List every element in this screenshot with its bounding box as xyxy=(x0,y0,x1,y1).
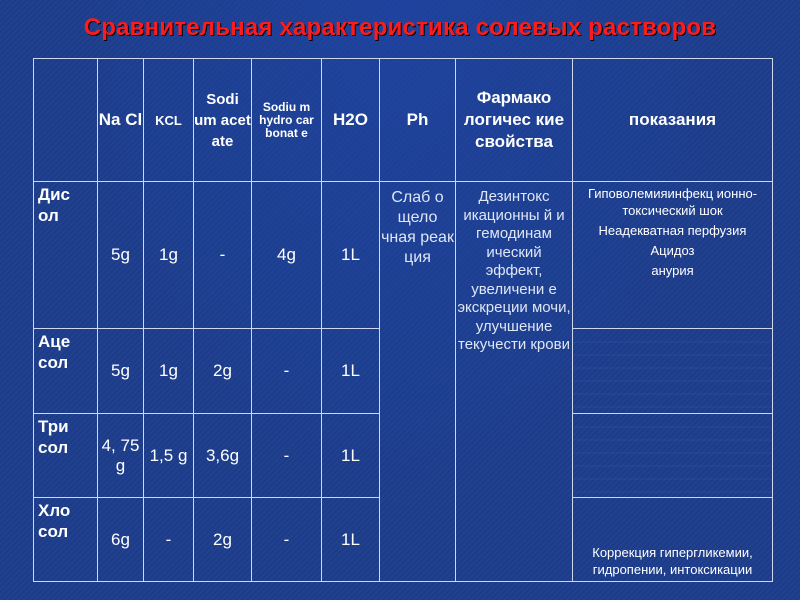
header-kcl: KCL xyxy=(144,59,194,182)
corner-cell xyxy=(34,59,98,182)
header-pharm-properties: Фармако логичес кие свойства xyxy=(456,59,573,182)
cell-hlosol-h2o: 1L xyxy=(322,498,380,582)
header-ph: Ph xyxy=(380,59,456,182)
header-indications: показания xyxy=(573,59,773,182)
cell-disol-kcl: 1g xyxy=(144,182,194,329)
cell-hlosol-sodium-acetate: 2g xyxy=(194,498,252,582)
cell-indications-disol xyxy=(573,182,773,329)
cell-indications-trisol xyxy=(573,414,773,498)
indication-item: анурия xyxy=(651,263,694,278)
row-name-acesol: Аце сол xyxy=(34,329,98,414)
table-row xyxy=(34,182,773,329)
cell-trisol-sodium-acetate: 3,6g xyxy=(194,414,252,498)
cell-acesol-h2o: 1L xyxy=(322,329,380,414)
cell-indications-hlosol: Коррекция гипергликемии, гидропении, интоксикации xyxy=(573,498,773,582)
cell-trisol-kcl: 1,5 g xyxy=(144,414,194,498)
cell-disol-sodium-bicarbonate: 4g xyxy=(252,182,322,329)
cell-indications-acesol xyxy=(573,329,773,414)
row-name-trisol: Три сол xyxy=(34,414,98,498)
cell-disol-sodium-acetate: - xyxy=(194,182,252,329)
cell-acesol-nacl: 5g xyxy=(98,329,144,414)
indication-item: Неадекватная перфузия xyxy=(598,223,747,238)
header-sodium-bicarbonate: Sodiu m hydro car bonat e xyxy=(252,59,322,182)
cell-acesol-sodium-acetate: 2g xyxy=(194,329,252,414)
indication-item: Ацидоз xyxy=(650,243,695,258)
cell-ph-value: Слаб о щело чная реак ция xyxy=(380,182,456,582)
comparison-table xyxy=(33,58,773,582)
cell-disol-h2o: 1L xyxy=(322,182,380,329)
cell-acesol-kcl: 1g xyxy=(144,329,194,414)
cell-pharm-properties: Дезинтокс икационны й и гемодинам ический эффект, увеличени е экскреции мочи, улучшение текучести крови xyxy=(456,182,573,582)
cell-trisol-h2o: 1L xyxy=(322,414,380,498)
cell-disol-nacl: 5g xyxy=(98,182,144,329)
header-nacl: Na Cl xyxy=(98,59,144,182)
cell-trisol-nacl: 4, 75 g xyxy=(98,414,144,498)
header-row xyxy=(34,59,773,182)
header-sodium-acetate: Sodi um acet ate xyxy=(194,59,252,182)
cell-trisol-sodium-bicarbonate: - xyxy=(252,414,322,498)
slide-title: Сравнительная характеристика солевых растворов xyxy=(83,14,717,41)
indication-item: Гиповолемияинфекц ионно-токсический шок xyxy=(587,186,758,218)
header-h2o: H2O xyxy=(322,59,380,182)
cell-hlosol-sodium-bicarbonate: - xyxy=(252,498,322,582)
row-name-disol: Дис ол xyxy=(34,182,98,329)
cell-hlosol-kcl: - xyxy=(144,498,194,582)
row-name-hlosol: Хло сол xyxy=(34,498,98,582)
cell-hlosol-nacl: 6g xyxy=(98,498,144,582)
cell-acesol-sodium-bicarbonate: - xyxy=(252,329,322,414)
